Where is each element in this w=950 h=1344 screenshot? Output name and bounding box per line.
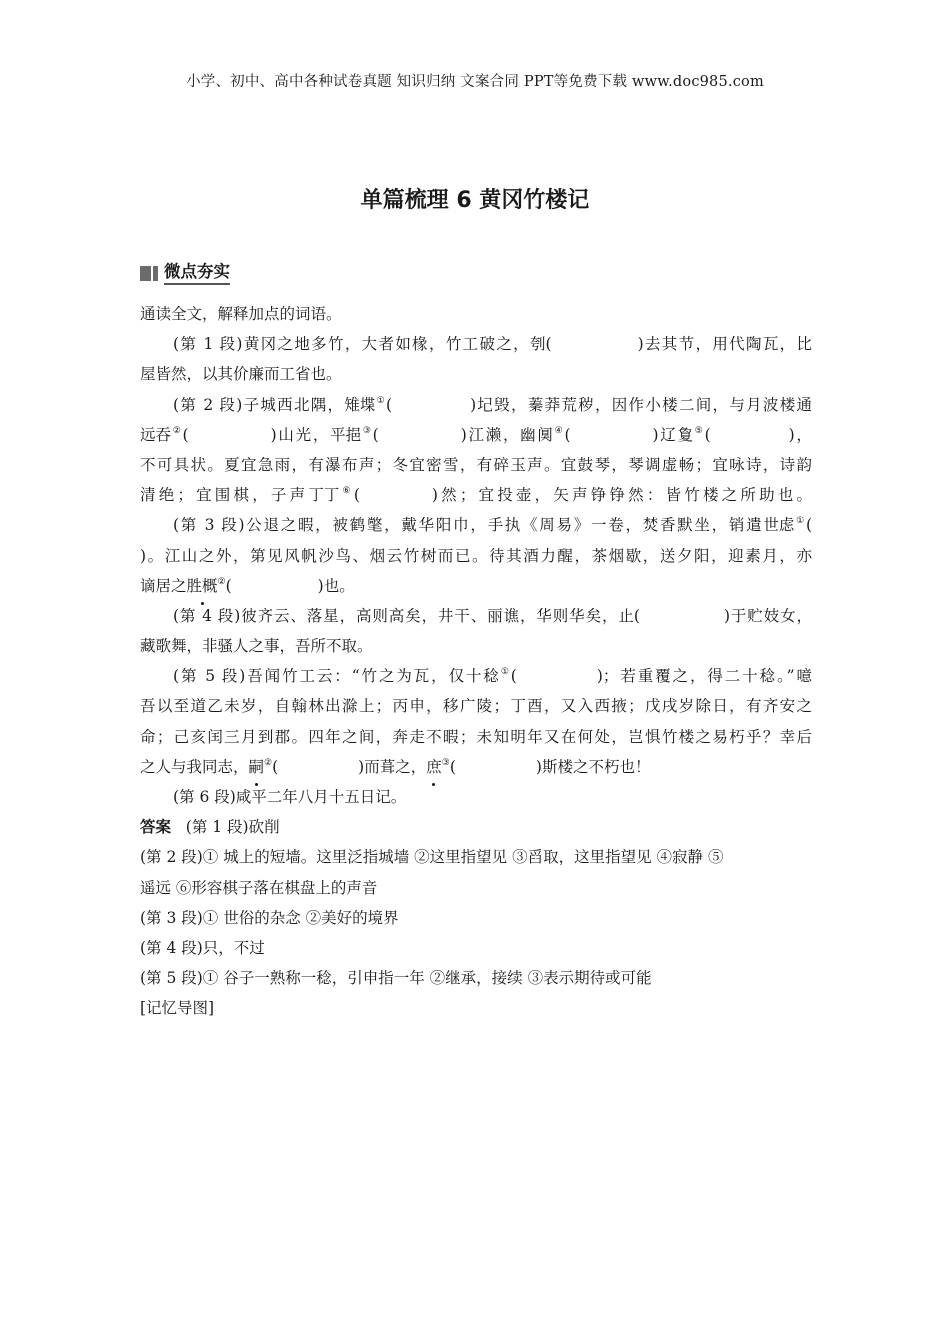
section-marker-icon: [140, 266, 158, 281]
answer-line-3: 遥远 ⑥形容棋子落在棋盘上的声音: [140, 878, 378, 897]
mindmap-heading: [记忆导图]: [140, 999, 215, 1018]
dotted-word: 平挹: [330, 420, 361, 450]
dotted-word: 刳: [530, 329, 546, 359]
p5-line-1: (第 5 段)吾闻竹工云：“竹之为瓦，仅十稔①( )；若重覆之，得二十稔。”噫: [140, 661, 812, 691]
dotted-word: 雉堞: [344, 390, 375, 420]
p2-line-3: 不可具状。夏宜急雨，有瀑布声；冬宜密雪，有碎玉声。宜鼓琴，琴调虚畅；宜咏诗，诗韵: [140, 455, 812, 474]
answer-label: 答案: [140, 817, 172, 837]
p2-line-1: (第 2 段)子城西北隅，雉堞①( )圮毁，蓁莽荒秽，因作小楼二间，与月波楼通: [140, 390, 812, 420]
p1-line-2: 屋皆然，以其价廉而工省也。: [140, 365, 342, 384]
p3-line-3: 谪居之胜概②( )也。: [140, 571, 812, 601]
page-header: 小学、初中、高中各种试卷真题 知识归纳 文案合同 PPT等免费下载 www.doc985.com: [186, 74, 764, 90]
p1-line-1: (第 1 段)黄冈之地多竹，大者如椽，竹工破之，刳( )去其节，用代陶瓦，比: [140, 329, 812, 359]
p5-line-4: 之人与我同志，嗣②( )而葺之，庶③( )斯楼之不朽也！: [140, 752, 812, 782]
dotted-word: 夐: [678, 420, 694, 450]
dotted-word: 稔: [483, 661, 499, 691]
answer-line-4: (第 3 段)① 世俗的杂念 ②美好的境界: [140, 908, 399, 927]
dotted-word: 止: [618, 601, 634, 631]
dotted-word: 远吞: [140, 420, 171, 450]
dotted-word: 阒: [537, 420, 553, 450]
p6-line: (第 6 段)咸平二年八月十五日记。: [173, 788, 407, 806]
p5-line-2: 吾以至道乙未岁，自翰林出滁上；丙申，移广陵；丁酉，又入西掖；戊戌岁除日，有齐安之: [140, 697, 812, 716]
answer-line-1: 答案 (第 1 段)砍削: [140, 817, 280, 837]
dotted-word: 嗣: [249, 752, 265, 782]
p4-line-1: (第 4 段)彼齐云、落星，高则高矣，井干、丽谯，华则华矣，止( )于贮妓女，: [140, 601, 812, 631]
dotted-word: 庶: [426, 752, 442, 782]
p3-line-1: (第 3 段)公退之暇，被鹤氅，戴华阳巾，手执《周易》一卷，焚香默坐，销遣世虑①(: [140, 510, 812, 540]
page-title: 单篇梳理 6 黄冈竹楼记: [360, 188, 590, 213]
document-body: [140, 299, 812, 1024]
p2-line-2: 远吞②( )山光，平挹③( )江濑，幽阒④( )辽夐⑤( )，: [140, 420, 812, 450]
dotted-word: 丁丁: [308, 480, 339, 510]
p2-line-4: 清绝；宜围棋，子声丁丁⑥( )然；宜投壶，矢声铮铮然：皆竹楼之所助也。: [140, 480, 812, 510]
answer-line-5: (第 4 段)只，不过: [140, 938, 265, 957]
answer-line-6: (第 5 段)① 谷子一熟称一稔，引申指一年 ②继承，接续 ③表示期待或可能: [140, 969, 652, 988]
section-heading: [140, 262, 230, 285]
dotted-word: 胜概: [187, 571, 218, 601]
p4-line-2: 藏歌舞，非骚人之事，吾所不取。: [140, 637, 373, 656]
instruction: 通读全文，解释加点的词语。: [140, 305, 342, 323]
p3-line-2: )。江山之外，第见风帆沙鸟、烟云竹树而已。待其酒力醒，茶烟歇，送夕阳，迎素月，亦: [140, 546, 812, 565]
dotted-word: 世虑: [763, 510, 794, 540]
p5-line-3: 命；己亥闰三月到郡。四年之间，奔走不暇；未知明年又在何处，岂惧竹楼之易朽乎？幸后: [140, 727, 812, 746]
answer-line-2: (第 2 段)① 城上的短墙。这里泛指城墙 ②这里指望见 ③舀取，这里指望见 ④寂静 ⑤: [140, 848, 724, 867]
section-label: 微点夯实: [164, 262, 230, 285]
